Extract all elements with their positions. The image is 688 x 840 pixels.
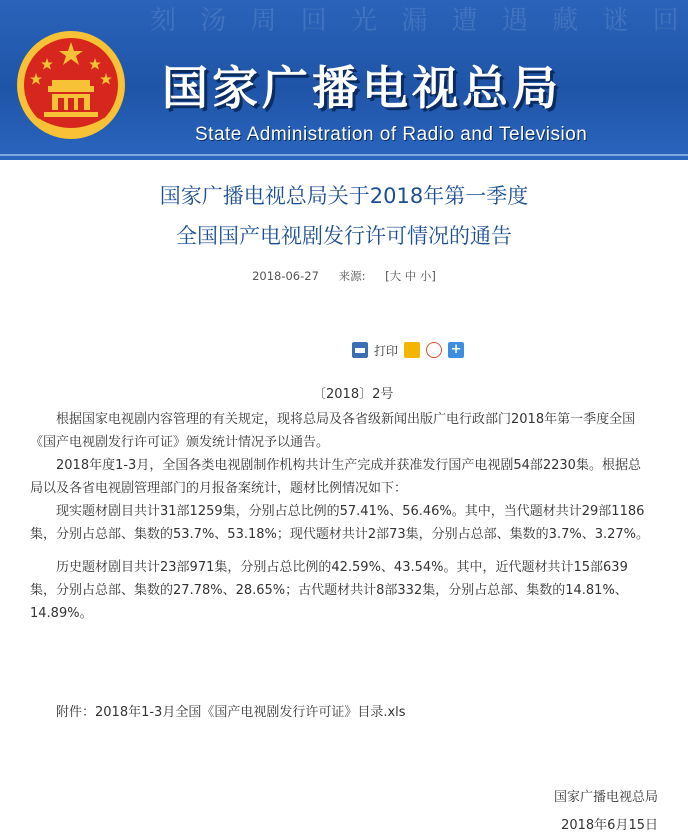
body-paragraph-4: 历史题材剧目共计23部971集，分别占总比例的42.59%、43.54%。其中，近代题材共计15部639集，分别占总部、集数的27.78%、28.65%；古代题材共计8部332集，分别占总部、集数的14.81%、14.89%。	[30, 560, 628, 621]
national-emblem-icon	[14, 28, 128, 142]
article-title-line1: 国家广播电视总局关于2018年第一季度	[159, 184, 529, 208]
document-number: 〔2018〕2号	[313, 387, 394, 402]
body-paragraph-1: 根据国家电视剧内容管理的有关规定，现将总局及各省级新闻出版广电行政部门2018年第一季度全国《国产电视剧发行许可证》颁发统计情况予以通告。	[30, 412, 636, 450]
font-size-medium-link[interactable]: 中	[404, 269, 417, 283]
banner-pattern: 刻 汤 周 回 光 漏 遭 遇 藏 谜 回	[150, 6, 687, 36]
body-paragraph-2: 2018年度1-3月，全国各类电视剧制作机构共计生产完成并获准发行国产电视剧54部2230集。根据总局以及各省电视剧管理部门的月报备案统计，题材比例情况如下：	[30, 458, 641, 496]
article-title	[0, 176, 688, 256]
print-link[interactable]: 打印	[374, 343, 399, 358]
banner-divider	[0, 154, 688, 156]
share-toolbar	[352, 341, 464, 359]
weibo-share-icon[interactable]	[426, 342, 442, 358]
source-label: 来源:	[338, 269, 366, 283]
signature-org: 国家广播电视总局	[553, 790, 658, 805]
signature-date: 2018年6月15日	[561, 818, 658, 833]
banner-title: 国家广播电视总局	[162, 61, 562, 115]
more-share-plus-icon[interactable]: +	[448, 342, 464, 358]
signature-block	[554, 784, 658, 840]
font-size-large-link[interactable]: 大	[389, 269, 402, 283]
font-size-bracket-open: [	[385, 269, 390, 283]
font-size-bracket-close: ]	[431, 269, 436, 283]
body-paragraph-3: 现实题材剧目共计31部1259集，分别占总比例的57.41%、56.46%。其中，当代题材共计29部1186集，分别占总部、集数的53.7%、53.18%；现代题材共计2部73集，分别占总部、集数的3.7%、3.27%。	[30, 504, 650, 542]
font-size-small-link[interactable]: 小	[419, 269, 432, 283]
article	[0, 176, 688, 833]
article-title-line2: 全国国产电视剧发行许可情况的通告	[176, 224, 512, 248]
font-size-switcher	[385, 269, 436, 283]
article-body	[30, 408, 650, 625]
site-banner	[0, 0, 688, 160]
share-a-icon[interactable]	[404, 342, 420, 358]
publish-date: 2018-06-27	[252, 269, 319, 283]
banner-subtitle: State Administration of Radio and Television	[195, 124, 588, 145]
attachment-link[interactable]: 附件：2018年1-3月全国《国产电视剧发行许可证》目录.xls	[56, 705, 406, 720]
printer-icon[interactable]	[352, 342, 368, 358]
article-meta	[0, 268, 688, 284]
